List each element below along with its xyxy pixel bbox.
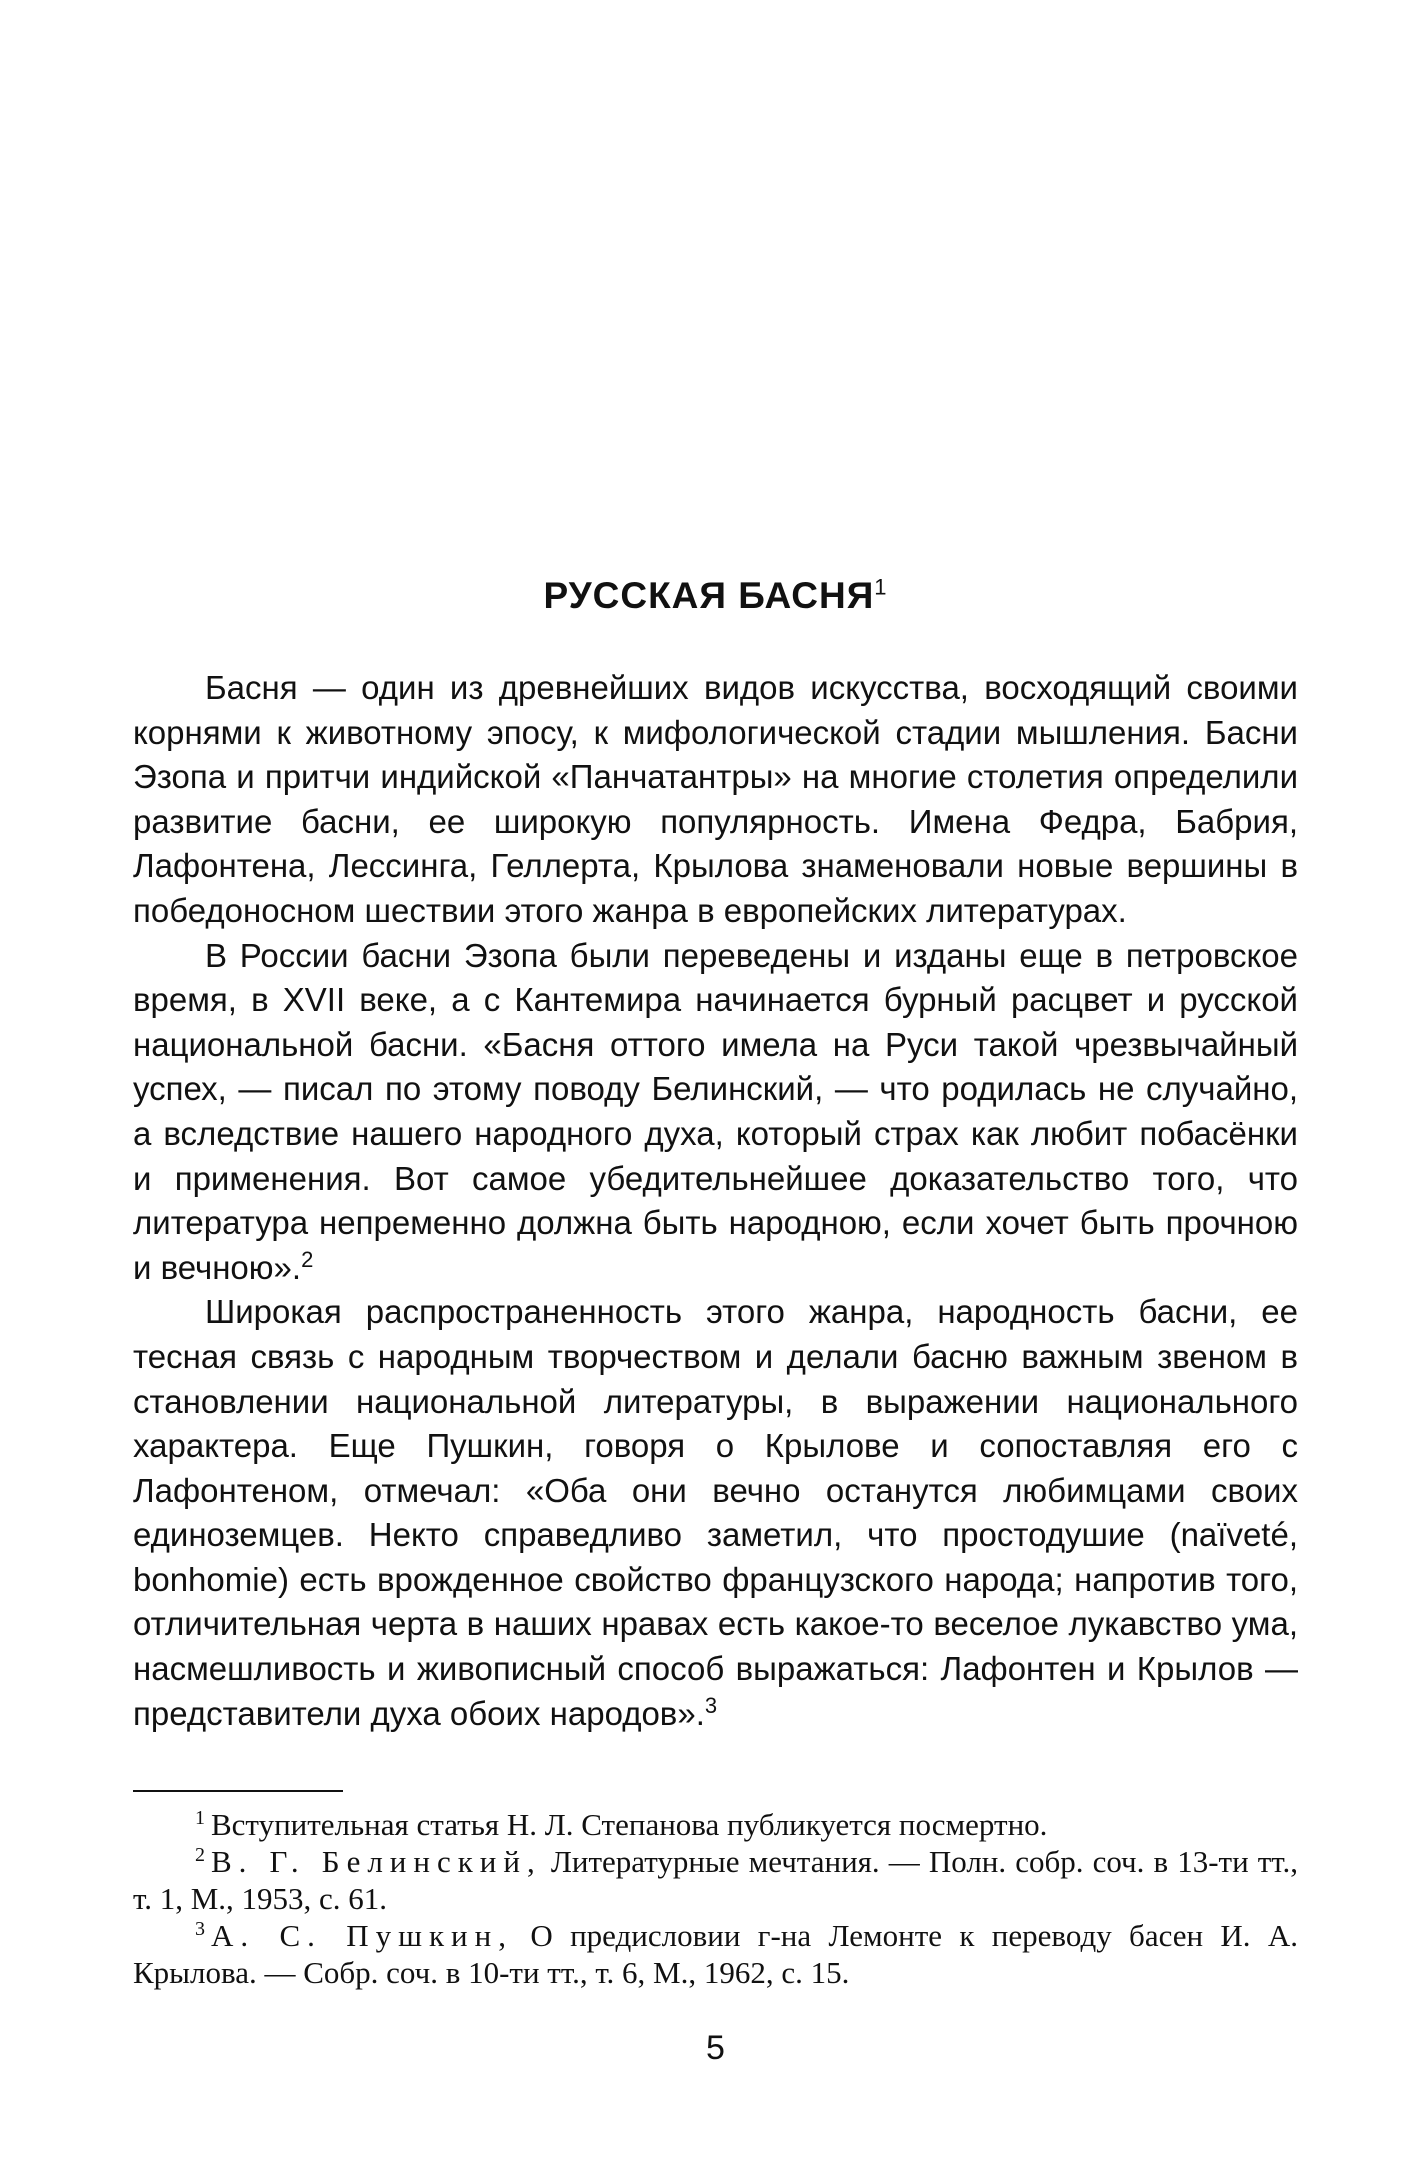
footnote-marker: 2 [301, 1246, 314, 1272]
article-title-text: РУССКАЯ БАСНЯ [543, 575, 875, 616]
paragraph-text: Широкая распространенность этого жанра, народность басни, ее тесная связь с народным творчеством и делали басню важным звеном в становлении национальной литературы, в выражении национального характера. Еще Пушкин, говоря о Крылове и сопоставляя его с Лафонтеном, отмечал: «Оба они вечно останутся любимцами своих единоземцев. Некто справедливо заметил, что простодушие (naïveté, bonhomie) есть врожденное свойство французского народа; напротив того, отличительная черта в наших нравах есть какое-то веселое лукавство ума, насмешливость и живописный способ выражаться: Лафонтен и Крылов — представители духа обоих народов». [133, 1293, 1298, 1732]
paragraph-1 [133, 666, 1298, 934]
footnote-author: А. С. Пушкин, [211, 1918, 513, 1954]
footnote-text: О предисловии г-на Лемонте к переводу басен И. А. Крылова. — Собр. соч. в 10-ти тт., т. 6, М., 1962, с. 15. [133, 1918, 1299, 1991]
paragraph-3 [133, 1290, 1298, 1736]
footnote-1 [133, 1806, 1298, 1843]
page-number: 5 [706, 2029, 725, 2068]
paragraph-2 [133, 934, 1298, 1291]
paragraph-text: В России басни Эзопа были переведены и изданы еще в петровское время, в XVII веке, а с Кантемира начинается бурный расцвет и русской национальной басни. «Басня оттого имела на Руси такой чрезвычайный успех, — писал по этому поводу Белинский, — что родилась не случайно, а вследствие нашего народного духа, который страх как любит побасёнки и применения. Вот самое убедительнейшее доказательство того, что литература непременно должна быть народною, если хочет быть прочною и вечною». [133, 936, 1298, 1286]
footnote-author: В. Г. Белинский, [211, 1844, 542, 1880]
paragraph-text: Басня — один из древнейших видов искусства, восходящий своими корнями к животному эпосу, к мифологической стадии мышления. Басни Эзопа и притчи индийской «Панчатантры» на многие столетия определили развитие басни, ее широкую популярность. Имена Федра, Бабрия, Лафонтена, Лессинга, Геллерта, Крылова знаменовали новые вершины в победоносном шествии этого жанра в европейских литературах. [133, 669, 1298, 929]
footnote-text: Вступительная статья Н. Л. Степанова публикуется посмертно. [211, 1807, 1048, 1843]
article-title [133, 570, 1298, 622]
footnote-divider [133, 1790, 343, 1792]
page [133, 570, 1298, 2068]
footnote-2 [133, 1843, 1298, 1917]
footnote-number: 3 [195, 1917, 205, 1940]
footnote-number: 2 [195, 1843, 205, 1866]
title-footnote-marker: 1 [874, 574, 888, 600]
footnote-3 [133, 1917, 1298, 1991]
footnote-text: Литературные мечтания. — Полн. собр. соч. в 13-ти тт., т. 1, М., 1953, с. 61. [133, 1844, 1299, 1917]
footnote-number: 1 [195, 1806, 205, 1829]
footnote-marker: 3 [704, 1692, 718, 1718]
